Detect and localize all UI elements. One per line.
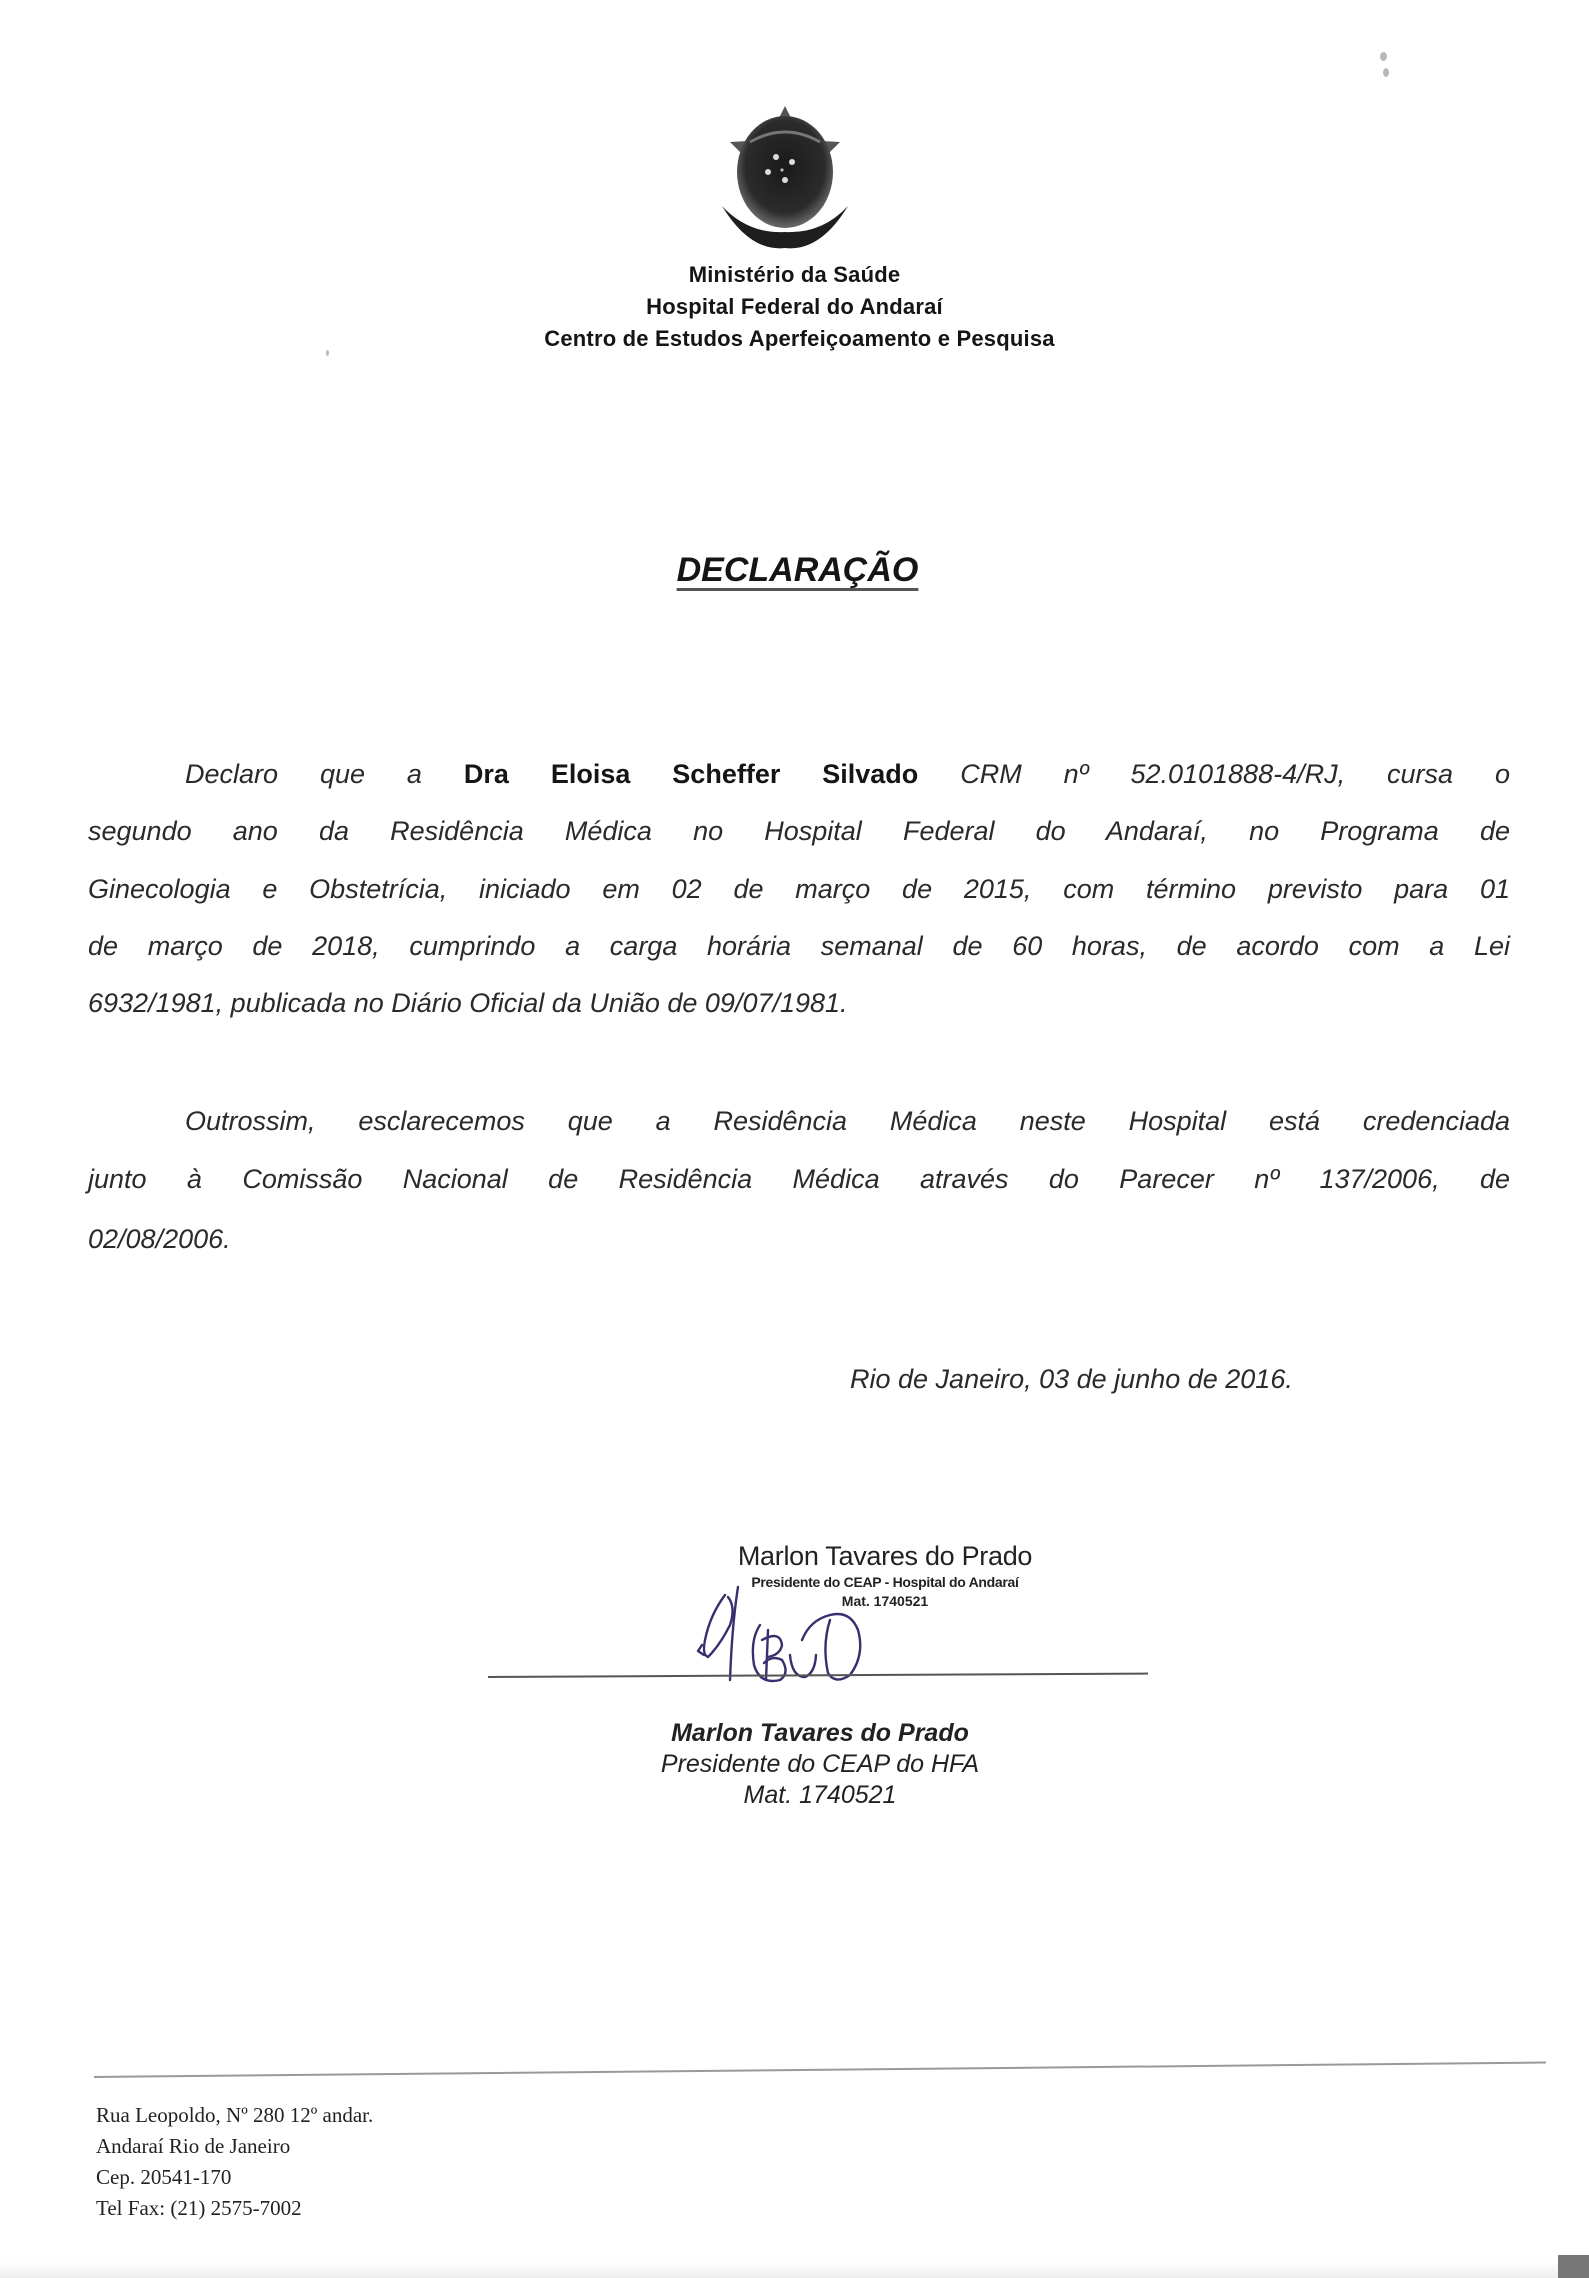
paragraph-line: segundo ano da Residência Médica no Hospital Federal do Andaraí, no Programa de [88, 816, 1510, 846]
signer-role: Presidente do CEAP do HFA [660, 1750, 980, 1778]
footer-divider [94, 2062, 1546, 2078]
paragraph-line: Declaro que a Dra Eloisa Scheffer Silvado CRM nº 52.0101888-4/RJ, cursa o [185, 759, 1510, 789]
paragraph-line: 02/08/2006. [88, 1224, 231, 1254]
header-hospital: Hospital Federal do Andaraí [646, 294, 943, 319]
signer-registration: Mat. 1740521 [743, 1781, 897, 1809]
scan-speck [1383, 68, 1389, 77]
paragraph-line: junto à Comissão Nacional de Residência Médica através do Parecer nº 137/2006, de [88, 1164, 1510, 1194]
paragraph-line: 6932/1981, publicada no Diário Oficial da União de 09/07/1981. [88, 988, 848, 1018]
footer-city: Andaraí Rio de Janeiro [96, 2134, 291, 2158]
paragraph-line: Ginecologia e Obstetrícia, iniciado em 02 de março de 2015, com término previsto para 01 [88, 874, 1510, 904]
header-ministry: Ministério da Saúde [688, 262, 901, 287]
stamp-registration: Mat. 1740521 [841, 1593, 929, 1609]
stamp-role: Presidente do CEAP - Hospital do Andaraí [751, 1574, 1019, 1590]
paragraph-line: de março de 2018, cumprindo a carga horária semanal de 60 horas, de acordo com a Lei [88, 931, 1510, 961]
document-title-text: DECLARAÇÃO [676, 551, 919, 589]
scan-edge [0, 2262, 1589, 2278]
signer-name: Marlon Tavares do Prado [671, 1719, 969, 1747]
scan-speck [1380, 52, 1387, 61]
footer-address [96, 2100, 373, 2224]
signer-block [540, 1718, 1100, 1811]
header-center: Centro de Estudos Aperfeiçoamento e Pesquisa [544, 326, 1055, 351]
scan-corner [1558, 2255, 1589, 2278]
document-title [0, 551, 1589, 590]
footer-street: Rua Leopoldo, Nº 280 12º andar. [96, 2103, 374, 2127]
footer-phone: Tel Fax: (21) 2575-7002 [96, 2196, 302, 2220]
date-line: Rio de Janeiro, 03 de junho de 2016. [850, 1364, 1293, 1394]
paragraph-line: Outrossim, esclarecemos que a Residência Médica neste Hospital está credenciada [185, 1106, 1510, 1136]
stamp-name: Marlon Tavares do Prado [737, 1541, 1033, 1571]
doctor-name: Dra Eloisa Scheffer Silvado [463, 759, 919, 789]
coat-of-arms-icon [710, 102, 860, 252]
footer-zip: Cep. 20541-170 [96, 2165, 232, 2189]
